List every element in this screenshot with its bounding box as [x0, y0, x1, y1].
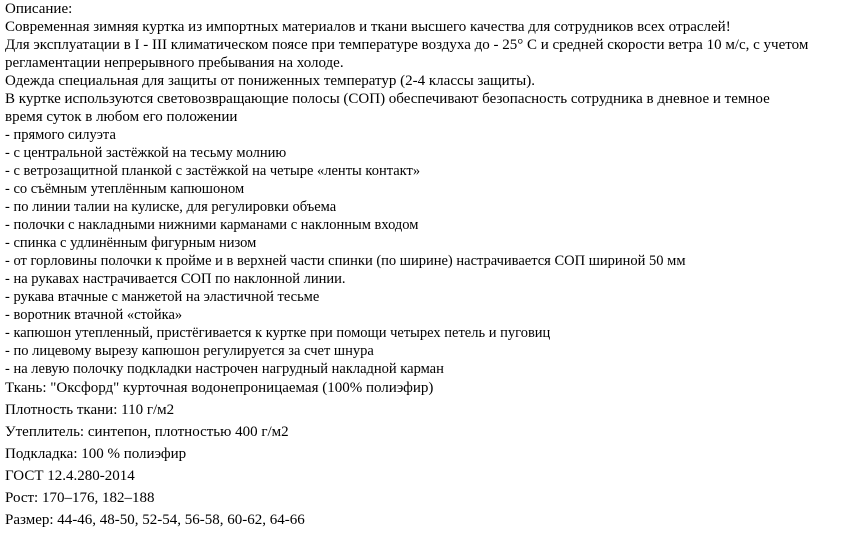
intro-line: Одежда специальная для защиты от пониженных температур (2-4 классы защиты). — [5, 73, 536, 89]
feature-item: - с центральной застёжкой на тесьму молнию — [5, 145, 287, 161]
feature-item: - прямого силуэта — [5, 127, 116, 143]
feature-item: - по лицевому вырезу капюшон регулируется за счет шнура — [5, 343, 374, 359]
intro-line: регламентации непрерывного пребывания на холоде. — [5, 55, 344, 71]
feature-item: - полочки с накладными нижними карманами с наклонным входом — [5, 217, 419, 233]
spec-gost: ГОСТ 12.4.280-2014 — [5, 468, 135, 484]
spec-density: Плотность ткани: 110 г/м2 — [5, 402, 175, 418]
feature-item: - на рукавах настрачивается СОП по наклонной линии. — [5, 271, 346, 287]
spec-size: Размер: 44-46, 48-50, 52-54, 56-58, 60-62, 64-66 — [5, 512, 305, 528]
intro-line: Для эксплуатации в I - III климатическом поясе при температуре воздуха до - 25° С и средней скорости ветра 10 м/с, с учетом — [5, 37, 809, 53]
intro-line: Современная зимняя куртка из импортных материалов и ткани высшего качества для сотрудников всех отраслей! — [5, 19, 731, 35]
feature-item: - на левую полочку подкладки настрочен нагрудный накладной карман — [5, 361, 444, 377]
feature-item: - со съёмным утеплённым капюшоном — [5, 181, 245, 197]
spec-fabric: Ткань: "Оксфорд" курточная водонепроницаемая (100% полиэфир) — [5, 380, 434, 396]
spec-insulation: Утеплитель: синтепон, плотностью 400 г/м2 — [5, 424, 289, 440]
spec-lining: Подкладка: 100 % полиэфир — [5, 446, 187, 462]
feature-item: - воротник втачной «стойка» — [5, 307, 183, 323]
spec-height: Рост: 170–176, 182–188 — [5, 490, 155, 506]
intro-line: время суток в любом его положении — [5, 109, 238, 125]
feature-item: - с ветрозащитной планкой с застёжкой на четыре «ленты контакт» — [5, 163, 421, 179]
description-heading: Описание: — [5, 1, 73, 17]
feature-item: - рукава втачные с манжетой на эластичной тесьме — [5, 289, 320, 305]
feature-item: - спинка с удлинённым фигурным низом — [5, 235, 257, 251]
feature-item: - от горловины полочки к пройме и в верхней части спинки (по ширине) настрачивается СОП шириной 50 мм — [5, 253, 686, 269]
intro-line: В куртке используются световозвращающие полосы (СОП) обеспечивают безопасность сотрудника в дневное и темное — [5, 91, 770, 107]
feature-item: - капюшон утепленный, пристёгивается к куртке при помощи четырех петель и пуговиц — [5, 325, 551, 341]
feature-item: - по линии талии на кулиске, для регулировки объема — [5, 199, 337, 215]
product-description — [5, 0, 863, 530]
